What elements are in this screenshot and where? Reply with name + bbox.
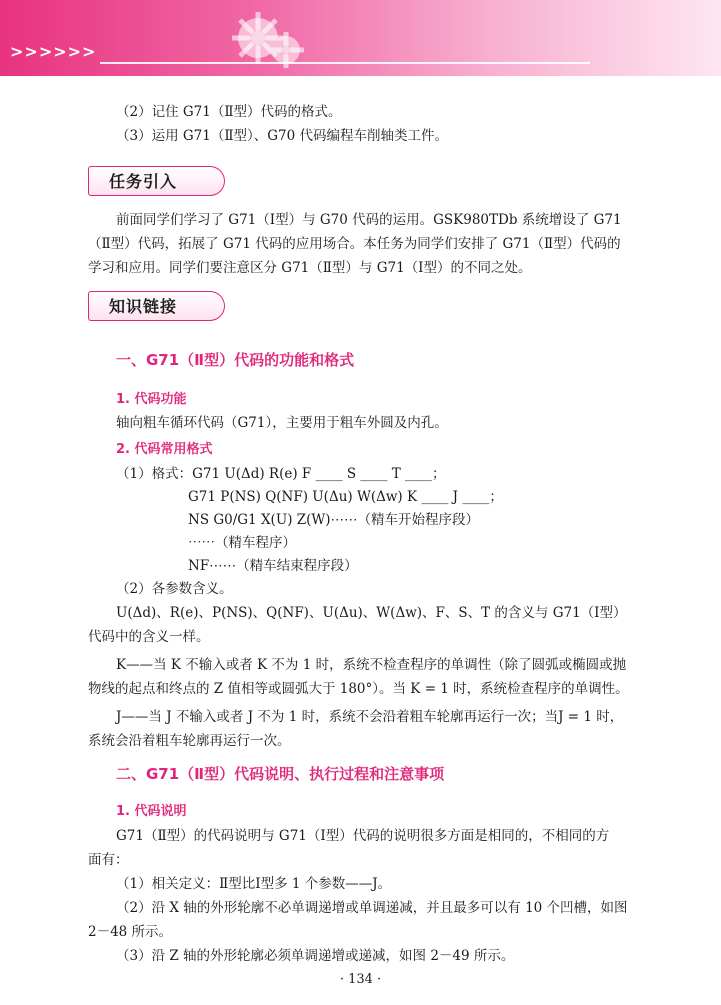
intro-item-3: （3）运用 G71（Ⅱ型）、G70 代码编程车削轴类工件。 xyxy=(116,128,449,144)
param-line: U(Δd)、R(e)、P(NS)、Q(NF)、U(Δu)、W(Δw)、F、S、T 的含义与 G71（Ⅰ型） xyxy=(116,605,627,621)
param-line: 代码中的含义一样。 xyxy=(88,629,210,645)
subheading-function: 1. 代码功能 xyxy=(116,392,187,407)
section-tab-knowledge xyxy=(88,291,211,321)
format-line: G71 P(NS) Q(NF) U(Δu) W(Δw) K ____ J ____； xyxy=(188,489,503,505)
desc-line: 面有： xyxy=(88,852,129,868)
section-tab-task-label: 任务引入 xyxy=(109,172,178,191)
heading-function-format: 一、G71（Ⅱ型）代码的功能和格式 xyxy=(116,351,355,369)
desc-line: 2－48 所示。 xyxy=(88,924,173,940)
section-tab-knowledge-label: 知识链接 xyxy=(109,297,178,316)
format-line: NS G0/G1 X(U) Z(W)⋯⋯（精车开始程序段） xyxy=(188,512,480,528)
subheading-format: 2. 代码常用格式 xyxy=(116,442,213,457)
format-line: NF⋯⋯（精车结束程序段） xyxy=(188,558,358,574)
desc-line: （1）相关定义：Ⅱ型比Ⅰ型多 1 个参数——J。 xyxy=(116,876,392,892)
function-text: 轴向粗车循环代码（G71），主要用于粗车外圆及内孔。 xyxy=(116,415,448,431)
param-line: J——当 J 不输入或者 J 不为 1 时，系统不会沿着粗车轮廓再运行一次；当J = 1 时， xyxy=(116,709,624,725)
task-paragraph-line: 学习和应用。同学们要注意区分 G71（Ⅱ型）与 G71（Ⅰ型）的不同之处。 xyxy=(88,260,532,276)
header-divider xyxy=(100,62,590,64)
format-line: ⋯⋯（精车程序） xyxy=(188,535,296,551)
desc-line: （3）沿 Z 轴的外形轮廓必须单调递增或递减，如图 2－49 所示。 xyxy=(116,948,515,964)
format-line: （1）格式：G71 U(Δd) R(e) F ____ S ____ T ____； xyxy=(116,466,446,482)
task-paragraph-line: （Ⅱ型）代码，拓展了 G71 代码的应用场合。本任务为同学们安排了 G71（Ⅱ型）代码的 xyxy=(88,236,621,252)
desc-line: （2）沿 X 轴的外形轮廓不必单调递增或单调递减，并且最多可以有 10 个凹槽，如图 xyxy=(116,900,628,916)
param-line: 系统会沿着粗车轮廓再运行一次。 xyxy=(88,733,291,749)
param-line: K——当 K 不输入或者 K 不为 1 时，系统不检查程序的单调性（除了圆弧或椭圆或抛 xyxy=(116,657,627,673)
task-paragraph-line: 前面同学们学习了 G71（Ⅰ型）与 G70 代码的运用。GSK980TDb 系统增设了 G71 xyxy=(116,212,622,228)
param-line: 物线的起点和终点的 Z 值相等或圆弧大于 180°）。当 K = 1 时，系统检查程序的单调性。 xyxy=(88,681,629,697)
section-tab-task xyxy=(88,166,211,196)
intro-item-2: （2）记住 G71（Ⅱ型）代码的格式。 xyxy=(116,104,342,120)
param-title: （2）各参数含义。 xyxy=(116,581,233,597)
page-number: · 134 · xyxy=(339,972,382,987)
desc-line: G71（Ⅱ型）的代码说明与 G71（Ⅰ型）代码的说明很多方面是相同的，不相同的方 xyxy=(116,828,610,844)
subheading-description: 1. 代码说明 xyxy=(116,804,187,819)
heading-description: 二、G71（Ⅱ型）代码说明、执行过程和注意事项 xyxy=(116,765,445,783)
header-chevrons: >>>>>> xyxy=(10,42,97,61)
page-header-band xyxy=(0,0,721,76)
gear-icon xyxy=(222,2,312,76)
